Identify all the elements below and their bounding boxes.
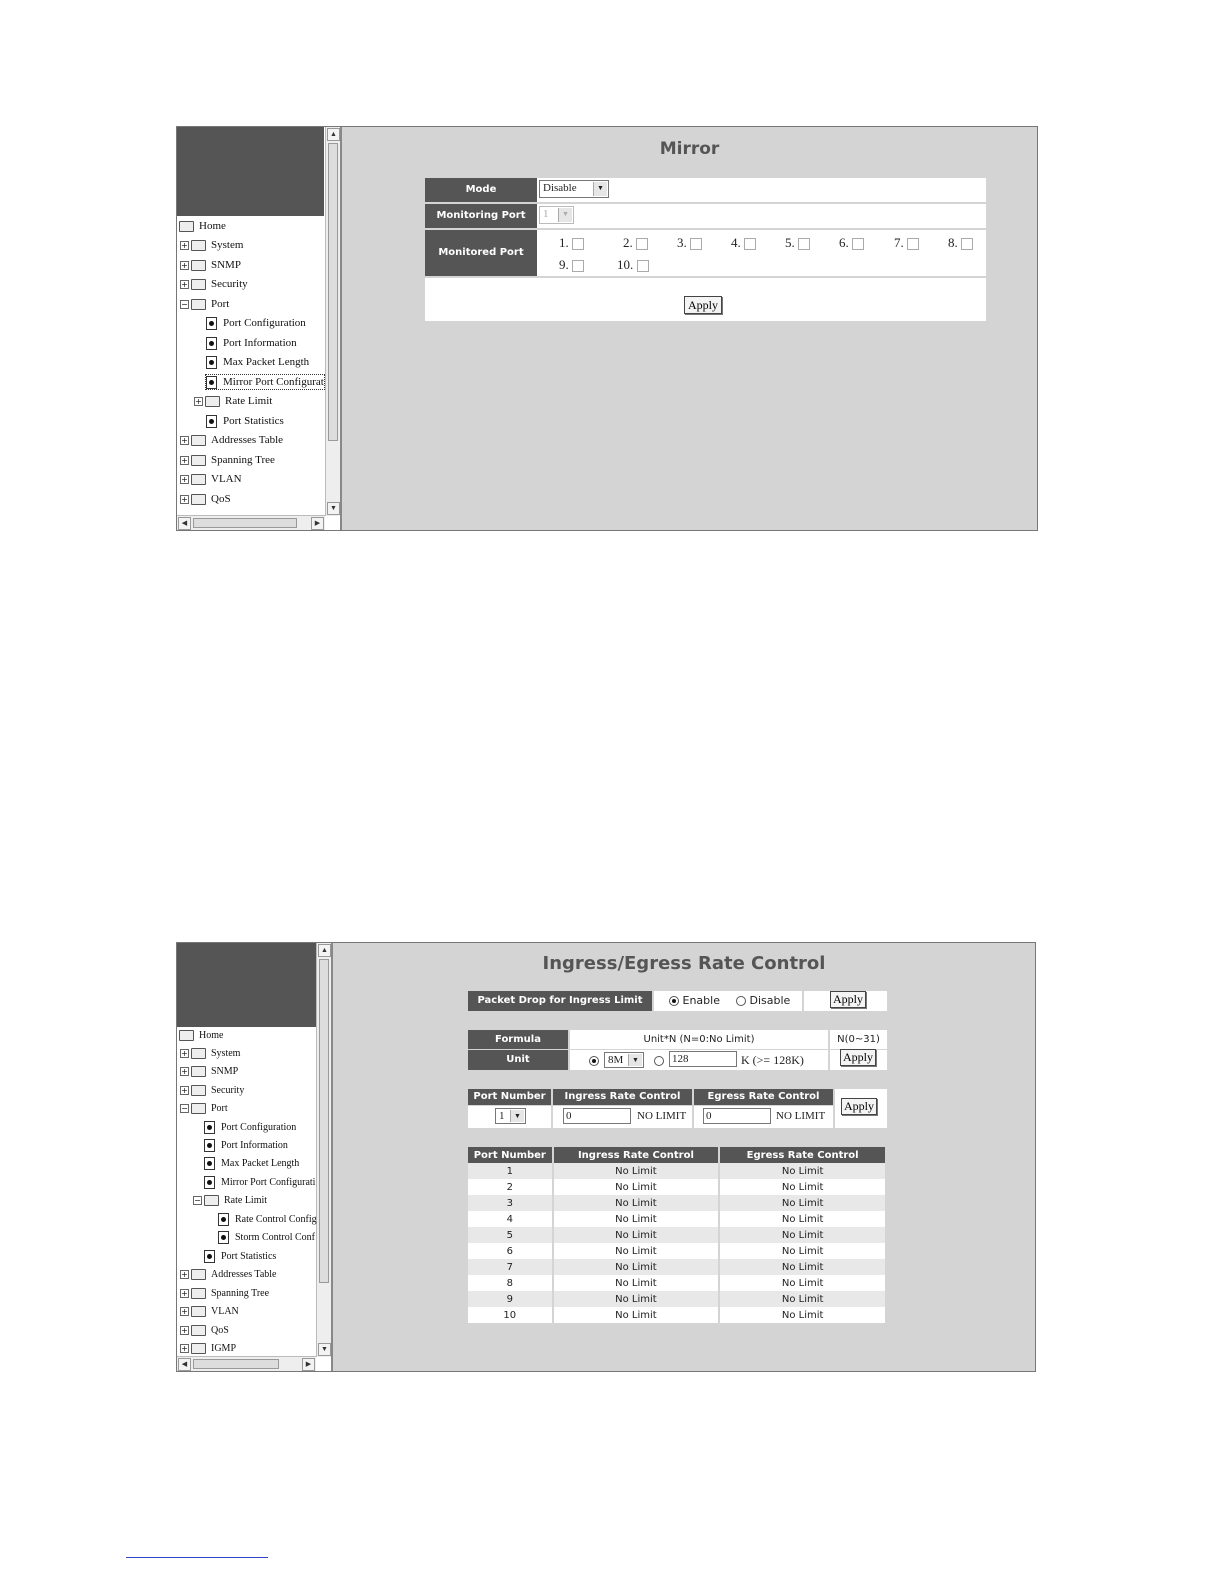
tree-item-mirror-port-configuration[interactable]: Mirror Port Configurat — [206, 375, 324, 389]
table-row — [468, 1259, 886, 1275]
table-row — [468, 1307, 886, 1323]
logo-banner — [177, 127, 324, 216]
column-header-egress: Egress Rate Control — [719, 1147, 886, 1163]
scroll-up-arrow-icon[interactable]: ▲ — [327, 128, 340, 141]
ingress-header: Ingress Rate Control — [553, 1089, 692, 1105]
expand-icon[interactable]: + — [181, 1344, 188, 1354]
table-row — [468, 1275, 886, 1291]
tree-item-snmp[interactable]: + SNMP — [181, 1066, 239, 1077]
tree-vertical-scrollbar[interactable] — [316, 943, 331, 1357]
page-icon — [204, 1250, 215, 1263]
tree-item-qos[interactable]: + QoS — [181, 493, 231, 505]
radio-selected-icon[interactable] — [669, 996, 679, 1006]
tree-item-security[interactable]: + Security — [181, 1085, 245, 1096]
folder-icon — [191, 474, 206, 485]
port-number-cell: 7 — [468, 1259, 553, 1275]
expand-icon[interactable]: + — [181, 1086, 188, 1096]
port-number-cell: 10 — [468, 1307, 553, 1323]
tree-item-port[interactable]: − Port — [181, 1103, 228, 1114]
monitored-port-label: Monitored Port — [425, 230, 537, 276]
tree-item-port-configuration[interactable]: Port Configuration — [206, 316, 306, 330]
scroll-thumb[interactable] — [319, 959, 329, 1283]
expand-icon[interactable]: + — [181, 1270, 188, 1280]
folder-icon — [191, 1343, 206, 1354]
scroll-right-arrow-icon[interactable]: ▶ — [302, 1358, 315, 1371]
page-icon — [218, 1231, 229, 1244]
port-checkbox-9[interactable]: 9. — [559, 257, 584, 273]
tree-item-snmp[interactable]: + SNMP — [181, 259, 241, 271]
ingress-value-cell: No Limit — [553, 1243, 720, 1259]
ingress-value-cell: No Limit — [553, 1179, 720, 1195]
expand-icon[interactable]: + — [195, 396, 202, 406]
table-row — [468, 1227, 886, 1243]
expand-icon[interactable]: + — [181, 494, 188, 504]
checkbox[interactable] — [744, 238, 756, 250]
footer-underline — [126, 1557, 268, 1558]
egress-header: Egress Rate Control — [694, 1089, 833, 1105]
port-number-cell: 2 — [468, 1179, 553, 1195]
tree-item-addresses-table[interactable]: + Addresses Table — [181, 434, 284, 446]
unit-select[interactable]: 8M ▼ — [604, 1052, 644, 1068]
folder-icon — [191, 260, 206, 271]
tree-item-storm-control-config[interactable]: Storm Control Conf — [218, 1231, 315, 1245]
folder-icon — [191, 494, 206, 505]
tree-item-port-configuration[interactable]: Port Configuration — [204, 1121, 296, 1135]
port-checkbox-6[interactable]: 6. — [839, 235, 864, 251]
port-number-header: Port Number — [468, 1089, 551, 1105]
ingress-value-cell: No Limit — [553, 1291, 720, 1307]
port-checkbox-8[interactable]: 8. — [948, 235, 973, 251]
ingress-value-cell: No Limit — [553, 1211, 720, 1227]
tree-item-home[interactable]: Home — [179, 219, 226, 233]
tree-item-system[interactable]: + System — [181, 1048, 241, 1059]
expand-icon[interactable]: + — [181, 455, 188, 465]
page-title: Mirror — [659, 139, 720, 159]
tree-horizontal-scrollbar[interactable] — [177, 515, 325, 530]
egress-value-cell: No Limit — [719, 1227, 886, 1243]
ingress-rate-input[interactable]: 0 — [563, 1108, 631, 1124]
unit-preset-radio[interactable] — [589, 1056, 599, 1066]
expand-icon[interactable]: + — [181, 1326, 188, 1336]
scroll-down-arrow-icon[interactable]: ▼ — [327, 502, 340, 515]
packet-drop-apply-button[interactable]: Apply — [830, 991, 866, 1008]
scroll-up-arrow-icon[interactable]: ▲ — [318, 944, 331, 957]
egress-value-cell: No Limit — [719, 1179, 886, 1195]
ingress-value-cell: No Limit — [553, 1275, 720, 1291]
ingress-value-cell: No Limit — [553, 1259, 720, 1275]
port-number-cell: 4 — [468, 1211, 553, 1227]
table-row — [468, 1179, 886, 1195]
navigation-pane — [177, 127, 342, 530]
chevron-down-icon: ▼ — [628, 1054, 642, 1066]
egress-value-cell: No Limit — [719, 1163, 886, 1179]
apply-button[interactable]: Apply — [684, 296, 722, 314]
collapse-icon[interactable]: − — [181, 1104, 188, 1114]
port-number-cell: 1 — [468, 1163, 553, 1179]
folder-icon — [191, 240, 206, 251]
formula-label: Formula — [468, 1030, 568, 1049]
table-row — [468, 1243, 886, 1259]
checkbox[interactable] — [572, 238, 584, 250]
open-folder-icon — [191, 299, 206, 310]
expand-icon[interactable]: + — [181, 240, 188, 250]
tree-item-rate-control-config[interactable]: Rate Control Config — [218, 1213, 317, 1227]
page-icon — [206, 376, 217, 389]
n-range: N(0~31) — [830, 1030, 887, 1049]
egress-rate-input[interactable]: 0 — [703, 1108, 771, 1124]
folder-icon — [191, 1269, 206, 1280]
ingress-value-cell: No Limit — [553, 1227, 720, 1243]
navigation-pane — [177, 943, 333, 1371]
table-header-row — [468, 1147, 886, 1163]
open-folder-icon — [191, 1103, 206, 1114]
tree-item-port-statistics[interactable]: Port Statistics — [204, 1250, 276, 1264]
folder-icon — [191, 1325, 206, 1336]
folder-icon — [191, 1048, 206, 1059]
tree-item-port-information[interactable]: Port Information — [204, 1139, 288, 1153]
formula-value: Unit*N (N=0:No Limit) — [570, 1030, 828, 1049]
page-icon — [206, 317, 217, 330]
checkbox[interactable] — [636, 238, 648, 250]
checkbox[interactable] — [961, 238, 973, 250]
folder-icon — [205, 396, 220, 407]
chevron-down-icon: ▼ — [593, 182, 607, 196]
enable-radio[interactable]: Enable — [669, 991, 720, 1011]
tree-item-vlan[interactable]: + VLAN — [181, 473, 242, 485]
tree-item-port-information[interactable]: Port Information — [206, 336, 297, 350]
port-number-cell: 3 — [468, 1195, 553, 1211]
tree-item-home[interactable]: Home — [179, 1029, 223, 1043]
packet-drop-options — [654, 991, 802, 1011]
port-checkbox-10[interactable]: 10. — [617, 257, 649, 273]
chevron-down-icon: ▼ — [558, 208, 572, 222]
scroll-thumb[interactable] — [193, 1359, 279, 1369]
table-row — [468, 1195, 886, 1211]
tree-item-max-packet-length[interactable]: Max Packet Length — [204, 1157, 299, 1171]
unit-custom-input[interactable]: 128 — [669, 1051, 737, 1067]
monitoring-port-select[interactable]: 1 ▼ — [539, 206, 574, 224]
scroll-thumb[interactable] — [193, 518, 297, 528]
monitoring-port-label: Monitoring Port — [425, 204, 537, 228]
folder-icon — [191, 1066, 206, 1077]
egress-value-cell: No Limit — [719, 1291, 886, 1307]
scroll-left-arrow-icon[interactable]: ◀ — [178, 1358, 191, 1371]
port-checkbox-7[interactable]: 7. — [894, 235, 919, 251]
collapse-icon[interactable]: − — [181, 299, 188, 309]
open-folder-icon — [204, 1195, 219, 1206]
table-row — [468, 1163, 886, 1179]
tree-item-vlan[interactable]: + VLAN — [181, 1306, 239, 1317]
expand-icon[interactable]: + — [181, 474, 188, 484]
content-pane — [342, 127, 1037, 530]
rate-status-table — [468, 1147, 887, 1323]
unit-custom-suffix: K (>= 128K) — [741, 1053, 804, 1067]
port-number-cell: 8 — [468, 1275, 553, 1291]
folder-icon — [191, 279, 206, 290]
unit-apply-button[interactable]: Apply — [840, 1049, 876, 1066]
folder-icon — [191, 1306, 206, 1317]
tree-item-port[interactable]: − Port — [181, 298, 230, 310]
tree-item-mirror-port-configuration[interactable]: Mirror Port Configurati — [204, 1176, 315, 1190]
mirror-form — [425, 178, 986, 321]
expand-icon[interactable]: + — [181, 1049, 188, 1059]
port-checkbox-2[interactable]: 2. — [623, 235, 648, 251]
unit-options — [570, 1050, 828, 1070]
tree-item-rate-limit[interactable]: + Rate Limit — [195, 395, 273, 407]
egress-value-cell: No Limit — [719, 1275, 886, 1291]
egress-value-cell: No Limit — [719, 1243, 886, 1259]
page-icon — [206, 337, 217, 350]
tree-item-spanning-tree[interactable]: + Spanning Tree — [181, 1288, 270, 1299]
mode-select[interactable]: Disable ▼ — [539, 180, 609, 198]
tree-item-igmp[interactable]: + IGMP — [181, 1343, 237, 1354]
open-folder-icon — [179, 221, 194, 232]
port-checkbox-3[interactable]: 3. — [677, 235, 702, 251]
egress-no-limit-caption: NO LIMIT — [776, 1110, 826, 1122]
tree-item-addresses-table[interactable]: + Addresses Table — [181, 1269, 277, 1280]
ingress-value-cell: No Limit — [553, 1163, 720, 1179]
port-select[interactable]: 1 ▼ — [495, 1108, 526, 1124]
port-checkbox-5[interactable]: 5. — [785, 235, 810, 251]
expand-icon[interactable]: + — [181, 1289, 188, 1299]
scroll-thumb[interactable] — [328, 143, 338, 441]
egress-value-cell: No Limit — [719, 1195, 886, 1211]
mode-label: Mode — [425, 178, 537, 202]
tree-item-port-statistics[interactable]: Port Statistics — [206, 414, 284, 428]
disable-radio[interactable]: Disable — [736, 991, 790, 1011]
collapse-icon[interactable]: − — [194, 1196, 201, 1206]
tree-item-qos[interactable]: + QoS — [181, 1325, 229, 1336]
checkbox[interactable] — [852, 238, 864, 250]
checkbox[interactable] — [798, 238, 810, 250]
unit-custom-radio[interactable] — [654, 1056, 664, 1066]
expand-icon[interactable]: + — [181, 435, 188, 445]
checkbox[interactable] — [572, 260, 584, 272]
column-header-ingress: Ingress Rate Control — [553, 1147, 720, 1163]
logo-banner — [177, 943, 316, 1027]
port-apply-button[interactable]: Apply — [841, 1098, 877, 1115]
egress-value-cell: No Limit — [719, 1211, 886, 1227]
folder-icon — [191, 1288, 206, 1299]
tree-item-system[interactable]: + System — [181, 239, 244, 251]
ingress-value-cell: No Limit — [553, 1195, 720, 1211]
ingress-value-cell: No Limit — [553, 1307, 720, 1323]
chevron-down-icon: ▼ — [510, 1110, 524, 1122]
packet-drop-label: Packet Drop for Ingress Limit — [468, 991, 652, 1011]
page-icon — [204, 1176, 215, 1189]
checkbox[interactable] — [637, 260, 649, 272]
port-number-cell: 5 — [468, 1227, 553, 1243]
row-divider — [425, 276, 986, 278]
tree-item-spanning-tree[interactable]: + Spanning Tree — [181, 454, 275, 466]
column-header-port-number: Port Number — [468, 1147, 553, 1163]
page-icon — [218, 1213, 229, 1226]
port-number-cell: 6 — [468, 1243, 553, 1259]
egress-value-cell: No Limit — [719, 1307, 886, 1323]
monitored-port-list — [543, 233, 983, 275]
tree-vertical-scrollbar[interactable] — [325, 127, 340, 516]
port-checkbox-1[interactable]: 1. — [559, 235, 584, 251]
expand-icon[interactable]: + — [181, 260, 188, 270]
table-row — [468, 1291, 886, 1307]
expand-icon[interactable]: + — [181, 279, 188, 289]
page-icon — [204, 1157, 215, 1170]
folder-icon — [191, 1085, 206, 1096]
port-checkbox-4[interactable]: 4. — [731, 235, 756, 251]
checkbox[interactable] — [907, 238, 919, 250]
page-icon — [204, 1139, 215, 1152]
unit-label: Unit — [468, 1050, 568, 1070]
rate-control-screenshot — [176, 942, 1036, 1372]
checkbox[interactable] — [690, 238, 702, 250]
expand-icon[interactable]: + — [181, 1307, 188, 1317]
table-row — [468, 1211, 886, 1227]
expand-icon[interactable]: + — [181, 1067, 188, 1077]
tree-horizontal-scrollbar[interactable] — [177, 1356, 316, 1371]
folder-icon — [191, 435, 206, 446]
open-folder-icon — [179, 1030, 194, 1041]
radio-icon[interactable] — [736, 996, 746, 1006]
scroll-left-arrow-icon[interactable]: ◀ — [178, 517, 191, 530]
page-icon — [204, 1121, 215, 1134]
tree-item-rate-limit[interactable]: − Rate Limit — [194, 1195, 268, 1206]
page-icon — [206, 415, 217, 428]
content-pane — [333, 943, 1035, 1371]
egress-value-cell: No Limit — [719, 1259, 886, 1275]
scroll-right-arrow-icon[interactable]: ▶ — [311, 517, 324, 530]
port-number-cell: 9 — [468, 1291, 553, 1307]
page-icon — [206, 356, 217, 369]
scroll-down-arrow-icon[interactable]: ▼ — [318, 1343, 331, 1356]
ingress-no-limit-caption: NO LIMIT — [637, 1110, 687, 1122]
tree-item-security[interactable]: + Security — [181, 278, 248, 290]
folder-icon — [191, 455, 206, 466]
page-title: Ingress/Egress Rate Control — [542, 953, 826, 974]
mirror-screenshot — [176, 126, 1038, 531]
tree-item-max-packet-length[interactable]: Max Packet Length — [206, 355, 309, 369]
